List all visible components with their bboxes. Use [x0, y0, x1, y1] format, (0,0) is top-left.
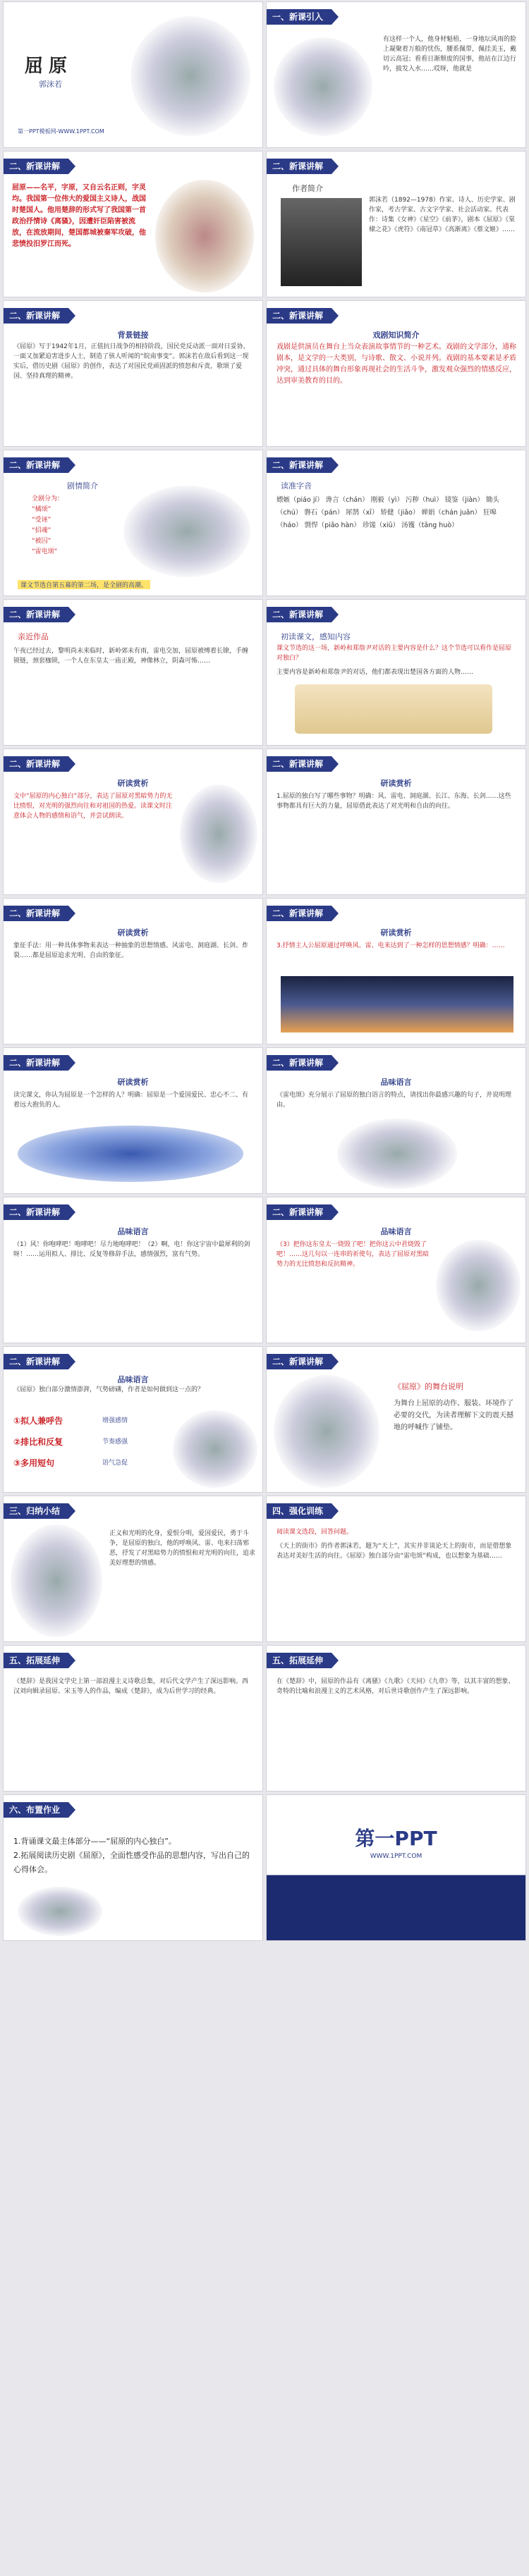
section-bar: 六、布置作业 [4, 1802, 68, 1818]
section-label: 研读赏析 [117, 1078, 149, 1087]
figure-image [11, 1524, 102, 1637]
section-label: 品味语言 [117, 1375, 149, 1384]
slide-3[interactable] [3, 151, 263, 297]
slide-body: 《天上的街市》的作者郭沫若，题为“天上”，其实并非谈论天上的街市，而是借想象表达对美好生活的向往。《屈原》独白部分由“雷电颂”构成，也以想象为基础…… [276, 1543, 512, 1560]
act-list [32, 494, 63, 557]
section-label: 品味语言 [380, 1078, 412, 1087]
section-bar: 二、新课讲解 [267, 756, 332, 772]
slide-body: 正义和光明的化身，爱恨分明，爱国爱民，勇于斗争，是屈原的独白，他的呼唤风、雷、电来扫荡邪恶，抒发了对黑暗势力的愤恨和对光明的向往，追求美好理想的情感。 [109, 1530, 256, 1567]
storm-image [281, 976, 513, 1033]
homework-list [13, 1835, 253, 1877]
section-bar: 二、新课讲解 [4, 1055, 68, 1071]
scroll-image [295, 684, 492, 734]
slide-body: （1）风！你咆哮吧！咆哮吧！尽力地咆哮吧！（2）啊，电！你这宇宙中最犀利的剑呀！……运用拟人、排比、反复等修辞手法，感情强烈，富有气势。 [13, 1241, 250, 1258]
technique-note: 增强感情 [102, 1417, 128, 1424]
section-bar: 二、新课讲解 [267, 159, 332, 174]
technique-item: ①拟人兼呼告 [13, 1416, 63, 1426]
slide-21[interactable] [3, 1496, 263, 1642]
section-bar: 二、新课讲解 [267, 1204, 332, 1220]
slide-body: 有这样一个人，他身材魁梧，一身地坛风雨的脸上凝聚着万般的忧伤，腰系佩带，佩挂美玉，戴切云高冠；看看日渐颓废的国事，他站在江边行吟，披发入水……哎呀，他就是 [383, 36, 517, 73]
slide-2[interactable] [266, 1, 526, 148]
section-label: 剧情简介 [67, 481, 98, 491]
section-bar: 二、新课讲解 [4, 308, 68, 323]
slide-body: 为舞台上屈原的动作、服装、环境作了必要的交代，为读者理解下文的震天撼地的呼喊作了铺垫。 [394, 1400, 513, 1431]
slide-19[interactable] [3, 1346, 263, 1493]
slide-4[interactable] [266, 151, 526, 297]
slide-26[interactable] [266, 1794, 526, 1941]
section-label: 读准字音 [281, 481, 312, 491]
ink-painting [274, 37, 372, 136]
section-bar: 二、新课讲解 [4, 1204, 68, 1220]
slide-body: 象征手法：用一种具体事物来表达一种抽象的思想情感。风雷电、洞庭湖、长剑、炸裂……都是屈原追求光明、自由的象征。 [13, 942, 249, 959]
section-label: 初读课文，感知内容 [281, 632, 351, 641]
technique-note: 语气急促 [102, 1460, 128, 1467]
slide-18[interactable] [266, 1197, 526, 1343]
slide-12[interactable] [266, 748, 526, 895]
slide-8[interactable] [266, 450, 526, 596]
act-item: “被囚” [32, 538, 51, 545]
section-bar: 三、归纳小结 [4, 1503, 68, 1519]
slide-body: 郭沫若（1892—1978）作家、诗人、历史学家、剧作家，考古学家、古文字学家、社会活动家。代表作：诗集《女神》《星空》《前茅》，剧本《屈原》《棠棣之花》《虎符》《南冠草》《高渐离》《蔡文姬》…… [369, 197, 516, 233]
technique-note: 节奏感强 [102, 1438, 128, 1446]
landscape-image [123, 486, 250, 577]
slide-20[interactable] [266, 1346, 526, 1493]
figure-image [337, 1118, 457, 1189]
section-bar: 二、新课讲解 [4, 607, 68, 622]
slide-24[interactable] [266, 1645, 526, 1792]
technique-item: ②排比和反复 [13, 1437, 63, 1447]
slide-title: 屈原 [25, 56, 73, 77]
section-label: 品味语言 [380, 1227, 412, 1236]
section-label: 研读赏析 [380, 779, 412, 788]
section-label: 研读赏析 [117, 928, 149, 937]
slide-body: 嫖嫉（piáo jí） 谗言（chán） 刚毅（yì） 污秽（huì） 镜鉴（jiàn） 锄头（chú） 磐石（pán） 犀鹄（xī） 矫健（jiǎo） 婵娟（chán juān） 狂嗥（háo） 剽悍（piāo hàn） 珍馐（xiū） 汤镬（tāng huò） [276, 496, 499, 529]
slide-25[interactable] [3, 1794, 263, 1941]
guo-moruo-photo [281, 198, 362, 286]
slide-body: （3）把你这东皇太一烧毁了吧！把你这云中君烧毁了吧！……这几句以一连串的祈使句，表达了屈原对黑暗势力的无比愤怒和反抗精神。 [276, 1241, 430, 1268]
section-bar: 二、新课讲解 [4, 1354, 68, 1369]
act-item: “招魂” [32, 527, 51, 534]
section-bar: 五、拓展延伸 [4, 1653, 68, 1668]
section-bar: 四、强化训练 [267, 1503, 332, 1519]
section-bar: 二、新课讲解 [267, 1354, 332, 1369]
slide-body: 文中“屈原的内心独白”部分，表达了屈原对黑暗势力的无比愤恨，对光明的强烈向往和对祖国的热爱。读课文时注意体会人物的感情和语气，并尝试朗读。 [13, 793, 173, 820]
slide-body: 午夜已经过去，黎明尚未来临时，新岭郊未有雨，雷电交加，屈原被缚着长镣，手缠锁链，颈套枷锁，一个人在东皇太一庙正殿，神像林立，阴森可怖…… [13, 648, 249, 665]
slide-13[interactable] [3, 898, 263, 1044]
section-bar: 二、新课讲解 [267, 1055, 332, 1071]
technique-list [13, 1410, 63, 1474]
figure-image [274, 1375, 379, 1488]
section-label: 研读赏析 [117, 779, 149, 788]
act-item: 全剧分为： [32, 495, 64, 503]
homework-item: 2.拓展阅读历史剧《屈原》，全面性感受作品的思想内容，写出自己的心得体会。 [13, 1851, 250, 1874]
portrait-image [130, 16, 250, 136]
section-bar: 二、新课讲解 [267, 607, 332, 622]
slide-5[interactable] [3, 300, 263, 447]
slide-body: 戏剧是供演员在舞台上当众表演故事情节的一种艺术。戏剧的文学部分，通称剧本，是文学的一大类别，与诗歌、散文、小说并列。戏剧的基本要素是矛盾冲突，通过具体的舞台形象再现社会的生活斗争，激发观众强烈的情感反应，达到审美教育的目的。 [276, 343, 516, 385]
section-bar: 二、新课讲解 [4, 906, 68, 921]
section-bar: 二、新课讲解 [4, 756, 68, 772]
brand-logo: 第一PPT [355, 1827, 437, 1850]
slide-22[interactable] [266, 1496, 526, 1642]
act-item: “橘颂” [32, 506, 51, 513]
slide-6[interactable] [266, 300, 526, 447]
figure-image [180, 784, 257, 883]
slide-17[interactable] [3, 1197, 263, 1343]
slide-body: 《屈原》写于1942年1月，正值抗日战争的相持阶段，国民党反动派一面对日妥协，一面又加紧迫害进步人士，制造了骇人听闻的“皖南事变”。郭沫若在敌后看到这一现实后，借历史剧《屈原》的创作，表达了对国民党顽固派的愤怒和斥责，歌颂了爱国、坚持真理的精神。 [13, 343, 250, 380]
qu-yuan-image [155, 180, 254, 292]
act-item: “受诬” [32, 517, 51, 524]
slide-body: 读完课文，你认为屈原是一个怎样的人？明确：屈原是一个爱国爱民、忠心不二、有着远大抱负的人。 [13, 1092, 249, 1109]
section-label: 背景链接 [117, 331, 149, 340]
section-bar: 二、新课讲解 [267, 457, 332, 473]
answer-text: 主要内容是新岭和郑詹尹的对话，他们都表现出楚国各方面的人物…… [276, 669, 474, 676]
slide-15[interactable] [3, 1047, 263, 1194]
slide-14[interactable] [266, 898, 526, 1044]
figure-image [173, 1410, 257, 1488]
slide-footer: 第一PPT模板网-WWW.1PPT.COM [18, 128, 104, 135]
section-label: 亲近作品 [18, 632, 49, 641]
slide-body: 在《楚辞》中，屈原的作品有《离骚》《九歌》《天问》《九章》等，以其丰富的想象、奇特的比喻和浪漫主义的艺术风格，对后世诗歌创作产生了深远影响。 [276, 1678, 515, 1695]
slide-body: 屈原——名平，字原，又自云名正则，字灵均。我国第一位伟大的爱国主义诗人，战国时楚国人。他用楚辞的形式写了我国第一首政治抒情诗《离骚》，因遭奸臣陷害被流放，在流放期间，楚国都城被秦军攻破，他悲愤投汨罗江而死。 [12, 184, 146, 248]
figure-image [18, 1887, 102, 1936]
section-bar: 二、新课讲解 [267, 308, 332, 323]
slide-author: 郭沫若 [39, 80, 62, 89]
brand-url: WWW.1PPT.COM [370, 1853, 422, 1860]
section-label: 品味语言 [117, 1227, 149, 1236]
slide-body: 1.屈原的独白写了哪些事物？明确：风、雷电、洞庭湖、长江、东海、长剑……这些事物都具有巨大的力量，屈原借此表达了对光明和自由的向往。 [276, 793, 511, 810]
slide-23[interactable] [3, 1645, 263, 1792]
slide-body: 3.抒情主人公屈原通过呼唤风、雷、电来达到了一种怎样的思想情感？明确：…… [276, 942, 505, 949]
slide-body: 《雷电颂》充分展示了屈原的独白语言的特点，请找出你最感兴趣的句子，并说明理由。 [276, 1092, 512, 1109]
technique-item: ③多用短句 [13, 1458, 55, 1468]
section-bar: 二、新课讲解 [4, 159, 68, 174]
section-label: 《屈原》的舞台说明 [394, 1382, 463, 1391]
sky-image [18, 1126, 243, 1182]
slide-1[interactable] [3, 1, 263, 148]
slide-body: 《楚辞》是我国文学史上第一部浪漫主义诗歌总集，对后代文学产生了深远影响。西汉刘向辑录屈原、宋玉等人的作品，编成《楚辞》，成为后世学习的经典。 [13, 1678, 249, 1695]
slide-11[interactable] [3, 748, 263, 895]
section-label: 戏剧知识简介 [372, 331, 420, 340]
slide-9[interactable] [3, 599, 263, 746]
intro-text: 《屈原》独白部分激情澎湃，气势磅礴，作者是如何做到这一点的？ [13, 1386, 205, 1393]
section-label: 作者简介 [292, 184, 323, 193]
act-note: 课文节选自第五幕的第二场，是全剧的高潮。 [18, 580, 150, 589]
section-bar: 二、新课讲解 [267, 906, 332, 921]
section-bar: 一、新课引入 [267, 9, 332, 25]
question-text: 阅读课文选段，回答问题。 [276, 1529, 353, 1536]
figure-image [436, 1240, 521, 1331]
slide-16[interactable] [266, 1047, 526, 1194]
slide-7[interactable] [3, 450, 263, 596]
section-bar: 五、拓展延伸 [267, 1653, 332, 1668]
homework-item: 1.背诵课文最主体部分——“屈原的内心独白”。 [13, 1837, 176, 1846]
slide-10[interactable] [266, 599, 526, 746]
section-label: 研读赏析 [380, 928, 412, 937]
question-text: 课文节选的这一场，新岭和郑詹尹对话的主要内容是什么？这个节选可以看作是屈原对独白？ [276, 645, 512, 662]
technique-notes [102, 1410, 128, 1474]
act-item: “雷电颂” [32, 548, 58, 555]
section-bar: 二、新课讲解 [4, 457, 68, 473]
